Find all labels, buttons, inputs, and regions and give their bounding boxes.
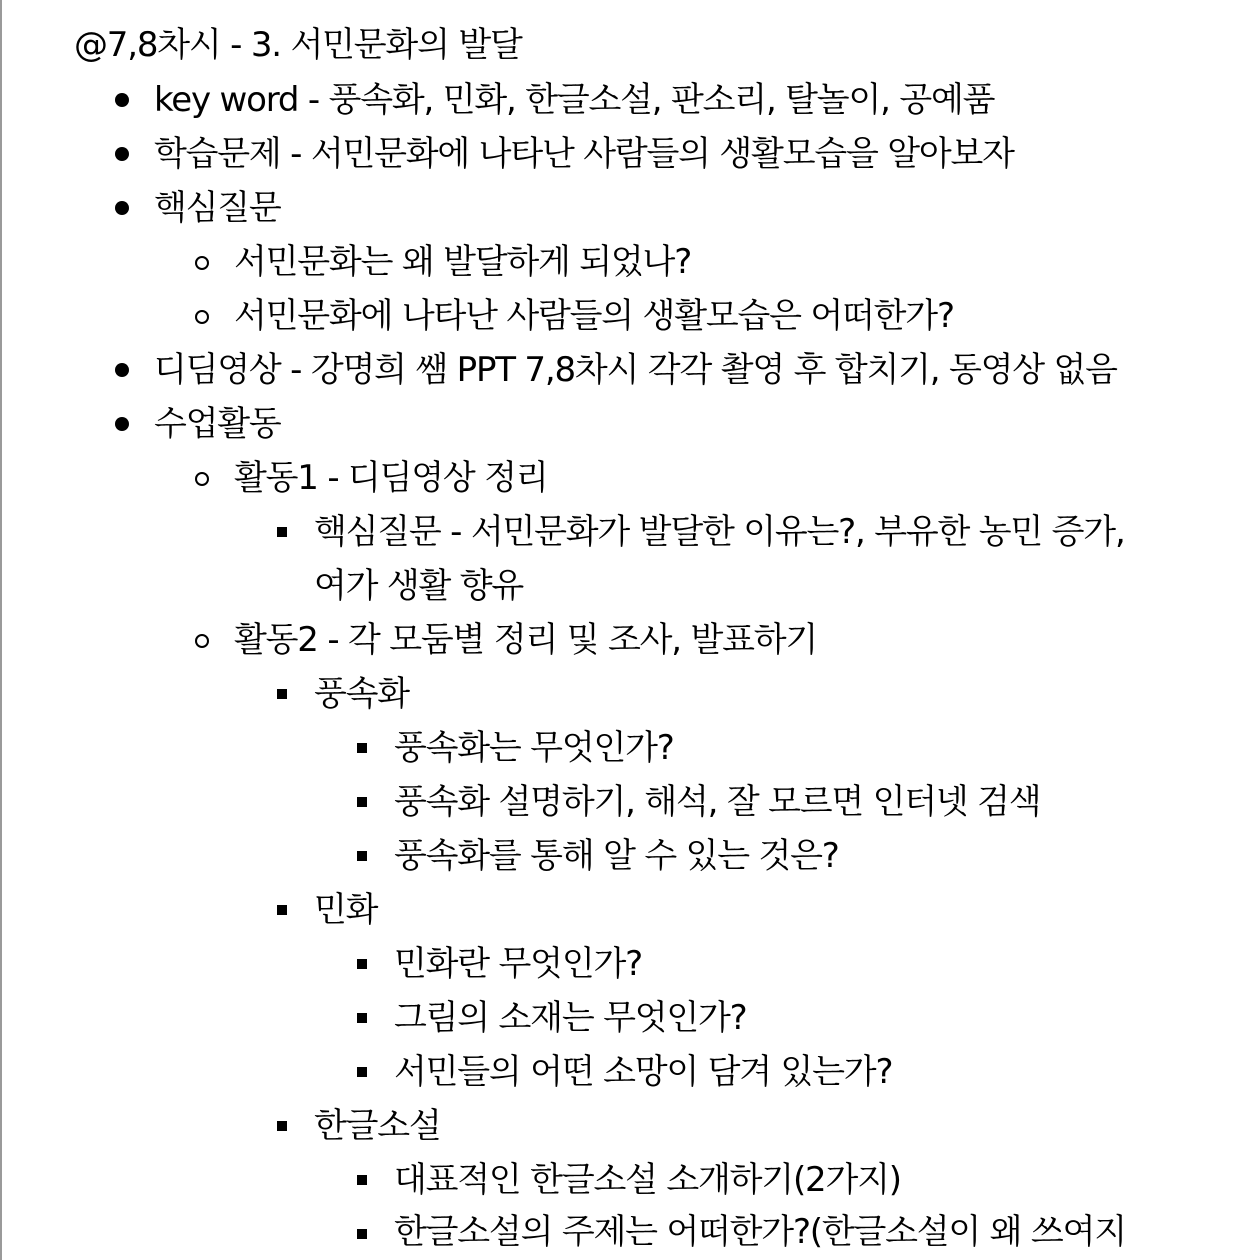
square-bullet-icon [277, 689, 287, 699]
genre-question-item: 민화란 무엇인가? [394, 944, 642, 984]
circle-bullet-icon [195, 310, 209, 324]
square-bullet-icon [357, 1013, 367, 1023]
genre-question-item: 풍속화를 통해 알 수 있는 것은? [394, 836, 839, 876]
square-bullet-icon [277, 527, 287, 537]
genre-question-item: 대표적인 한글소설 소개하기(2가지) [394, 1160, 901, 1200]
document-title: @7,8차시 - 3. 서민문화의 발달 [74, 25, 522, 65]
disc-bullet-icon [115, 147, 129, 161]
genre-question-item: 풍속화 설명하기, 해석, 잘 모르면 인터넷 검색 [394, 782, 1041, 822]
disc-bullet-icon [115, 417, 129, 431]
genre-question-item: 한글소설의 주제는 어떠한가?(한글소설이 왜 쓰여지 [394, 1212, 1126, 1252]
circle-bullet-icon [195, 256, 209, 270]
disc-bullet-icon [115, 363, 129, 377]
square-bullet-icon [357, 743, 367, 753]
circle-bullet-icon [195, 472, 209, 486]
genre-heading: 한글소설 [314, 1106, 441, 1146]
square-bullet-icon [357, 959, 367, 969]
activity2-heading: 활동2 - 각 모둠별 정리 및 조사, 발표하기 [234, 620, 818, 660]
disc-bullet-icon [115, 93, 129, 107]
genre-question-item: 그림의 소재는 무엇인가? [394, 998, 747, 1038]
square-bullet-icon [357, 1067, 367, 1077]
genre-question-item: 서민들의 어떤 소망이 담겨 있는가? [394, 1052, 893, 1092]
genre-heading: 민화 [314, 890, 378, 930]
core-questions-heading: 핵심질문 [154, 188, 281, 228]
square-bullet-icon [357, 851, 367, 861]
activity1-item-line2: 여가 생활 향유 [314, 566, 524, 606]
square-bullet-icon [277, 905, 287, 915]
square-bullet-icon [357, 1175, 367, 1185]
genre-question-item: 풍속화는 무엇인가? [394, 728, 674, 768]
learning-problem-item: 학습문제 - 서민문화에 나타난 사람들의 생활모습을 알아보자 [154, 134, 1014, 174]
lesson-plan-document [2, 0, 1250, 1260]
core-question-item: 서민문화에 나타난 사람들의 생활모습은 어떠한가? [234, 296, 954, 336]
square-bullet-icon [357, 1229, 367, 1239]
keyword-item: key word - 풍속화, 민화, 한글소설, 판소리, 탈놀이, 공예품 [154, 80, 995, 120]
circle-bullet-icon [195, 634, 209, 648]
genre-heading: 풍속화 [314, 674, 409, 714]
activity1-heading: 활동1 - 디딤영상 정리 [234, 458, 548, 498]
class-activities-heading: 수업활동 [154, 404, 281, 444]
core-question-item: 서민문화는 왜 발달하게 되었나? [234, 242, 692, 282]
digim-video-item: 디딤영상 - 강명희 쌤 PPT 7,8차시 각각 촬영 후 합치기, 동영상 없음 [154, 350, 1117, 390]
disc-bullet-icon [115, 201, 129, 215]
activity1-item-line1: 핵심질문 - 서민문화가 발달한 이유는?, 부유한 농민 증가, [314, 512, 1125, 552]
square-bullet-icon [277, 1121, 287, 1131]
square-bullet-icon [357, 797, 367, 807]
